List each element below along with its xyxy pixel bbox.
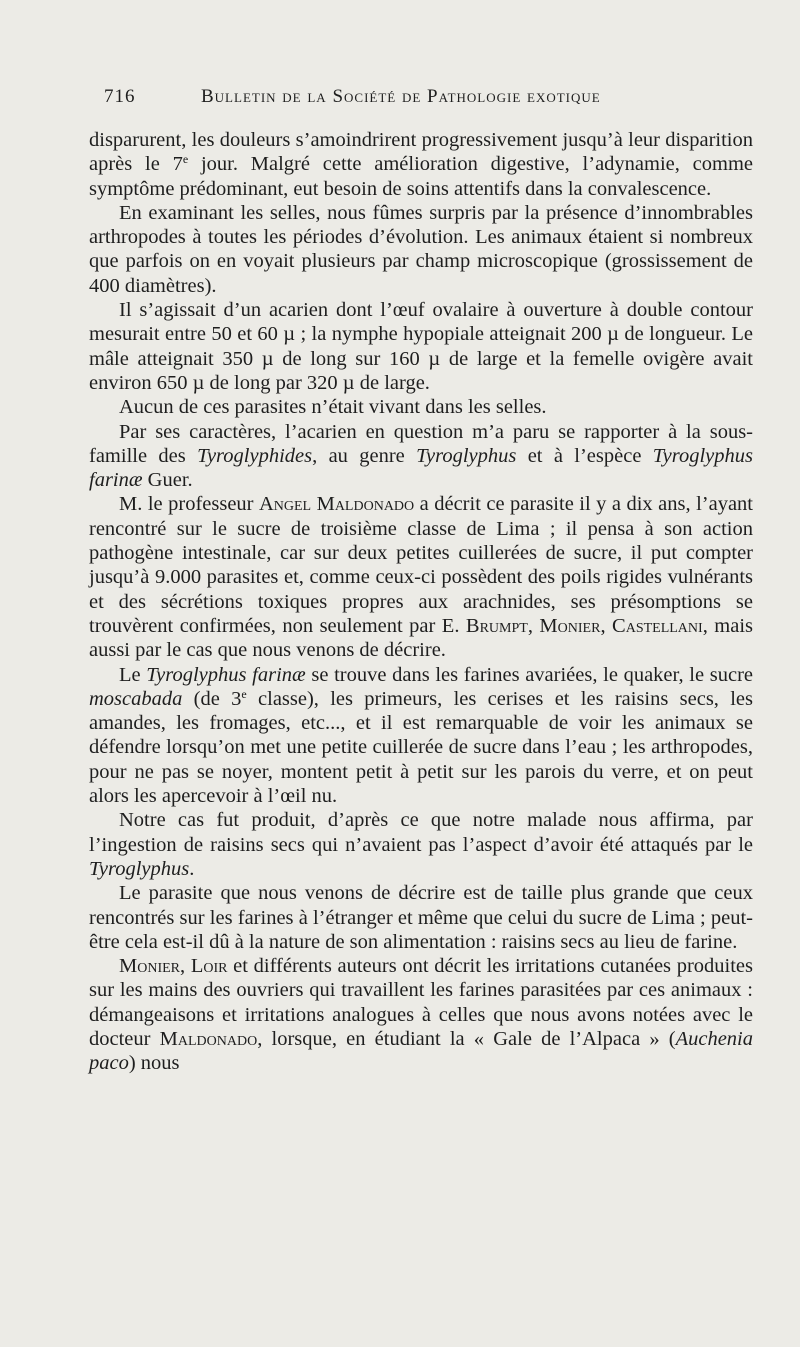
paragraph-5: Par ses caractères, l’acarien en question m’a paru se rapporter à la sous-famille des Tyroglyphides, au genre Tyroglyphus et à l’espèce Tyroglyphus farinæ Guer. xyxy=(89,420,753,492)
journal-title: Bulletin de la Société de Pathologie exotique xyxy=(201,86,601,107)
paragraph-6: M. le professeur Angel Maldonado a décrit ce parasite il y a dix ans, l’ayant rencontré sur le sucre de troisième classe de Lima ; il pensa à son action pathogène intestinale, car sur deux petites cuillerées de sucre, il put compter jusqu’à 9.000 parasites et, comme ceux-ci possèdent des poils rigides vulnérants et des sécrétions toxiques propres aux arachnides, ses présomptions se trouvèrent confirmées, non seulement par E. Brumpt, Monier, Castellani, mais aussi par le cas que nous venons de décrire. xyxy=(89,493,754,662)
paragraph-7: Le Tyroglyphus farinæ se trouve dans les farines avariées, le quaker, le sucre moscabada (de 3e classe), les primeurs, les cerises et les raisins secs, les amandes, les fromages, etc..., et il est remarquable de voir les animaux se défendre lorsqu’on met une petite cuillerée de sucre dans l’eau ; les arthropodes, pour ne pas se noyer, montent petit à petit sur les parois du verre, et on peut alors les apercevoir à l’œil nu. xyxy=(89,663,754,808)
paragraph-2: En examinant les selles, nous fûmes surpris par la présence d’innombrables arthropodes à toutes les périodes d’évolution. Les animaux étaient si nombreux que parfois on en voyait plusieurs par champ microscopique (grossissement de 400 diamètres). xyxy=(89,201,753,297)
paragraph-8: Notre cas fut produit, d’après ce que notre malade nous affirma, par l’ingestion de raisins secs qui n’avaient pas l’aspect d’avoir été attaqués par le Tyroglyphus. xyxy=(89,809,753,880)
paragraph-1: disparurent, les douleurs s’amoindrirent progressivement jusqu’à leur disparition après le 7e jour. Malgré cette amélioration digestive, l’adynamie, comme symptôme prédominant, eut besoin de soins attentifs dans la convalescence. xyxy=(89,129,753,200)
paragraph-10: Monier, Loir et différents auteurs ont décrit les irritations cutanées produites sur les mains des ouvriers qui travaillent les farines parasitées par ces animaux : démangeaisons et irritations analogues à celles que nous avons notées avec le docteur Maldonado, lorsque, en étudiant la « Gale de l’Alpaca » (Auchenia paco) nous xyxy=(89,955,754,1075)
paragraph-4: Aucun de ces parasites n’était vivant dans les selles. xyxy=(119,396,547,419)
paragraph-9: Le parasite que nous venons de décrire est de taille plus grande que ceux rencontrés sur les farines à l’étranger et même que celui du sucre de Lima ; peut-être cela est-il dû à la nature de son alimentation : raisins secs au lieu de farine. xyxy=(89,882,753,953)
paragraph-3: Il s’agissait d’un acarien dont l’œuf ovalaire à ouverture à double contour mesurait entre 50 et 60 µ ; la nymphe hypopiale atteignait 200 µ de longueur. Le mâle atteignait 350 µ de long sur 160 µ de large et la femelle ovigère avait environ 650 µ de long par 320 µ de large. xyxy=(89,299,753,394)
page-number: 716 xyxy=(104,86,136,107)
body-text xyxy=(89,128,753,1076)
